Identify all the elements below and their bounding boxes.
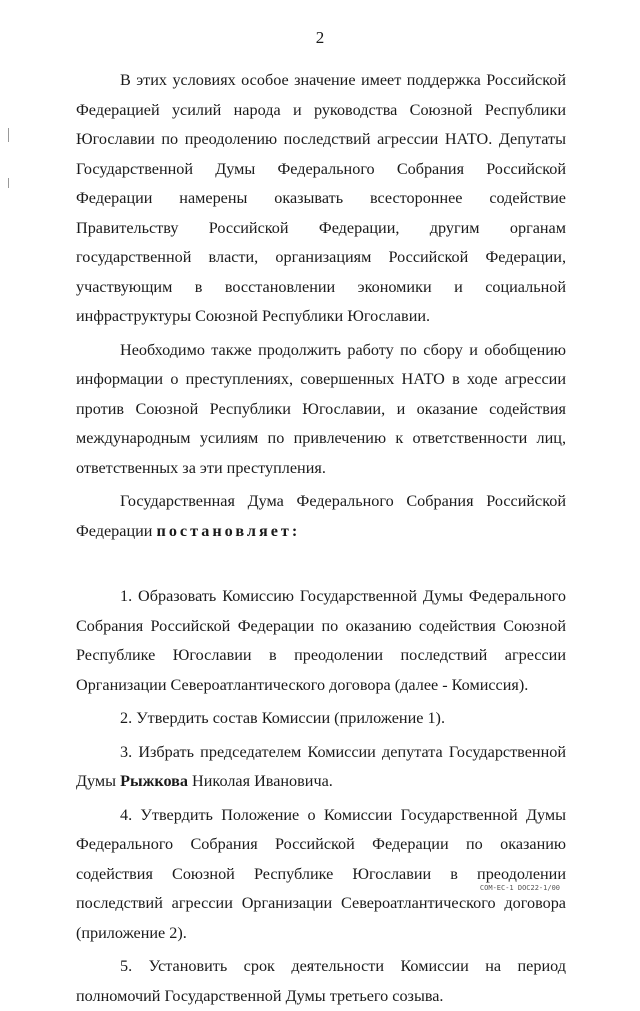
document-body — [76, 66, 566, 1011]
list-item: 1. Образовать Комиссию Государственной Думы Федерального Собрания Российской Федерации по оказанию содействия Союзной Республике Югославии в преодолении последствий агрессии Организации Североатлантического договора (далее - Комиссия). — [76, 587, 566, 694]
resolution-intro-text: Государственная Дума Федерального Собрания Российской Федерации — [76, 492, 566, 540]
paragraph: Необходимо также продолжить работу по сбору и обобщению информации о преступлениях, совершенных НАТО в ходе агрессии против Союзной Республики Югославии, и оказание содействия международным усилиям по привлечению к ответственности лиц, ответственных за эти преступления. — [76, 340, 566, 477]
chairman-surname: Рыжкова — [120, 772, 188, 790]
chairman-name: Николая Ивановича. — [192, 772, 333, 790]
list-item — [76, 738, 566, 797]
paragraph: В этих условиях особое значение имеет поддержка Российской Федерацией усилий народа и руководства Союзной Республики Югославии по преодолению последствий агрессии НАТО. Депутаты Государственной Думы Федерального Собрания Российской Федерации намерены оказывать всестороннее содействие Правительству Российской Федерации, другим органам государственной власти, организациям Российской Федерации, участвующим в восстановлении экономики и социальной инфраструктуры Союзной Республики Югославии. — [76, 71, 566, 325]
page-number: 2 — [315, 28, 325, 47]
margin-mark — [8, 178, 9, 188]
list-item: 2. Утвердить состав Комиссии (приложение 1). — [120, 709, 445, 727]
resolution-decides: постановляет: — [156, 521, 301, 540]
list-item: 5. Установить срок деятельности Комиссии на период полномочий Государственной Думы третьего созыва. — [76, 957, 566, 1005]
footer-code: COM-EC-1 DOC22-1/00 — [479, 884, 560, 892]
list-item: 4. Утвердить Положение о Комиссии Государственной Думы Федерального Собрания Российской Федерации по оказанию содействия Союзной Республике Югославии в преодолении последствий агрессии Организации Североатлантического договора (приложение 2). — [76, 805, 566, 942]
resolution-intro — [76, 487, 566, 546]
item3-text: 3. Избрать председателем Комиссии депутата Государственной Думы — [76, 742, 566, 790]
margin-mark — [8, 128, 9, 142]
